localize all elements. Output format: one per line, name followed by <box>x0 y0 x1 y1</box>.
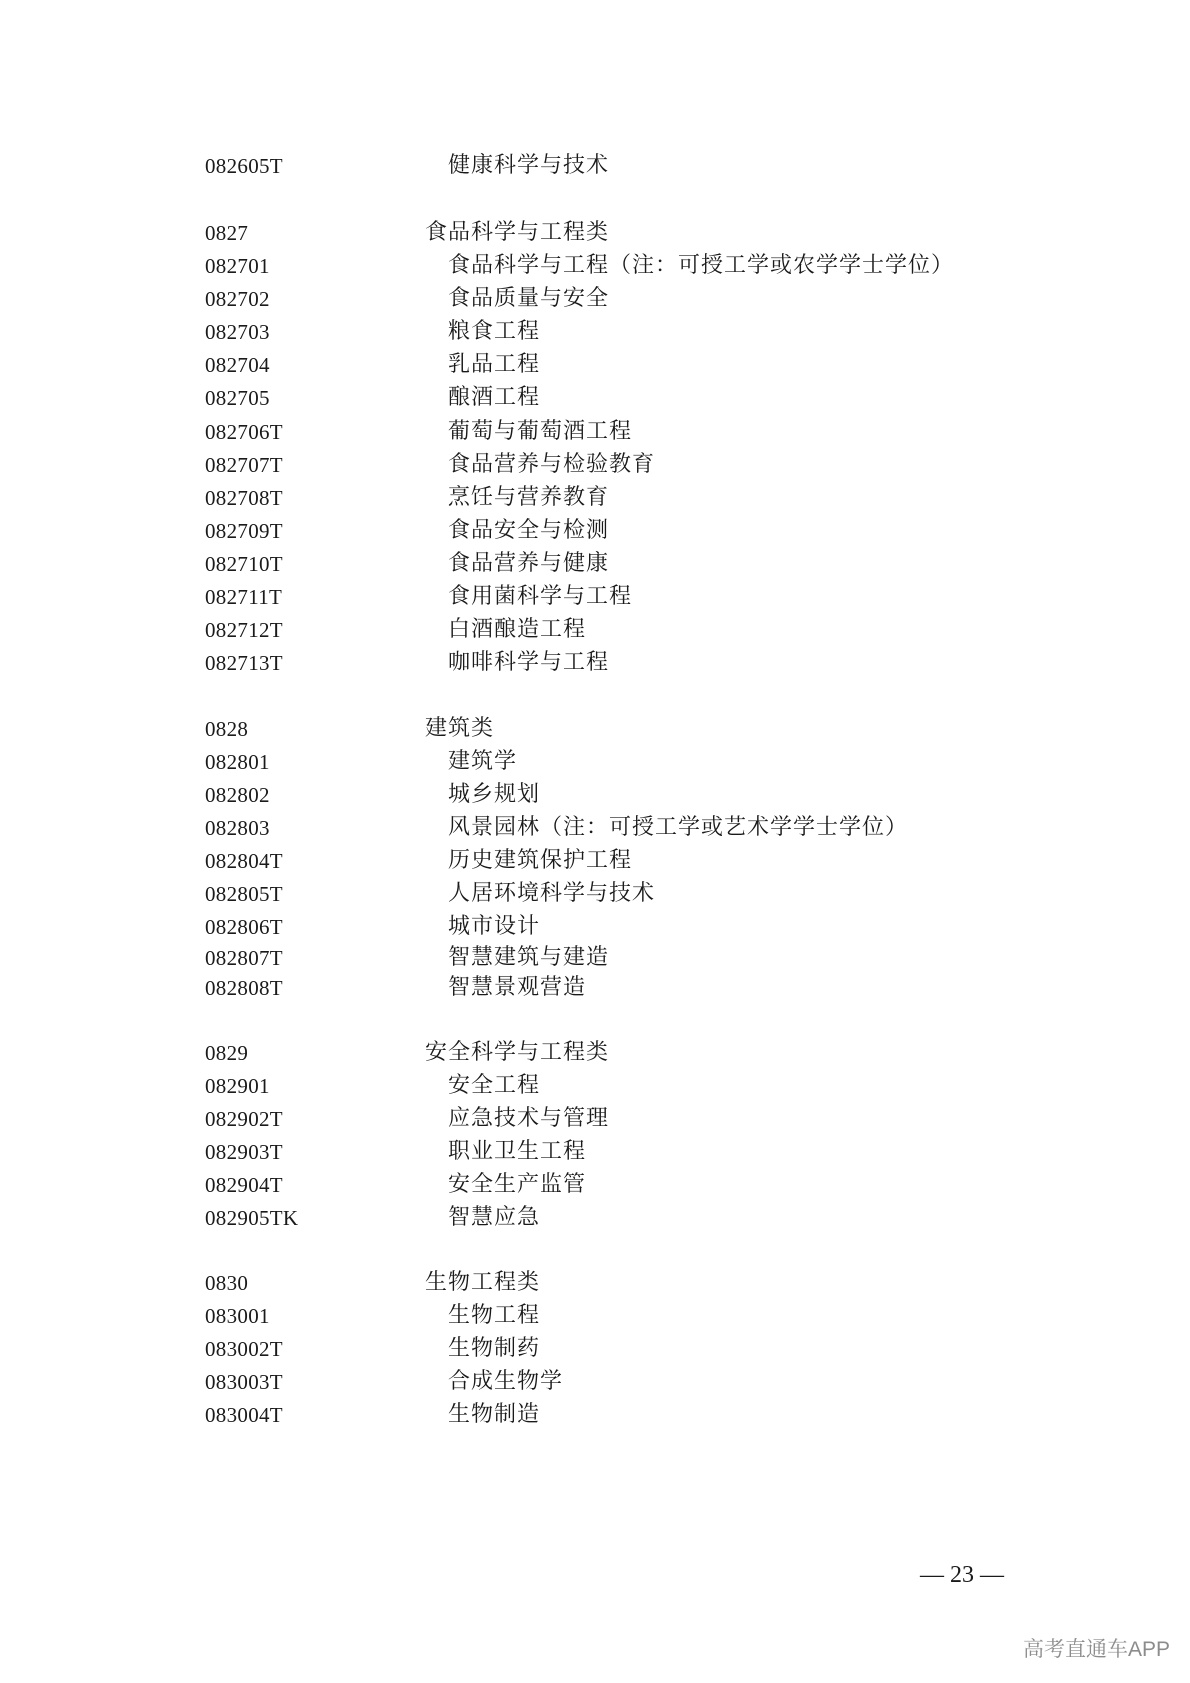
major-code: 082710T <box>205 552 283 576</box>
major-name: 智慧景观营造 <box>448 975 587 1000</box>
major-name: 智慧应急 <box>448 1205 541 1230</box>
major-code: 082702 <box>205 287 270 311</box>
major-row <box>0 1200 1190 1236</box>
major-name: 职业卫生工程 <box>448 1139 587 1164</box>
major-row <box>0 1298 1190 1334</box>
category-row <box>0 711 1190 747</box>
major-code: 082902T <box>205 1107 283 1131</box>
major-row <box>0 777 1190 813</box>
major-code: 082808T <box>205 976 283 1000</box>
major-row <box>0 380 1190 416</box>
major-code: 082807T <box>205 946 283 970</box>
major-name: 安全工程 <box>448 1073 541 1098</box>
major-row <box>0 513 1190 549</box>
major-name: 食品安全与检测 <box>448 518 610 543</box>
major-name: 建筑学 <box>448 749 518 774</box>
major-row <box>0 1101 1190 1137</box>
major-name: 食品营养与检验教育 <box>448 452 656 477</box>
major-code: 082803 <box>205 816 270 840</box>
major-name: 合成生物学 <box>448 1369 564 1394</box>
major-name: 乳品工程 <box>448 352 541 377</box>
major-code: 082706T <box>205 420 283 444</box>
major-row <box>0 148 1190 184</box>
major-name: 健康科学与技术 <box>448 153 610 178</box>
major-code: 082605T <box>205 154 283 178</box>
major-code: 082802 <box>205 783 270 807</box>
major-name: 粮食工程 <box>448 319 541 344</box>
major-code: 082707T <box>205 453 283 477</box>
major-row <box>0 447 1190 483</box>
major-code: 083002T <box>205 1337 283 1361</box>
major-code: 082806T <box>205 915 283 939</box>
major-code: 082904T <box>205 1173 283 1197</box>
major-row <box>0 414 1190 450</box>
category-row <box>0 215 1190 251</box>
major-code: 082704 <box>205 353 270 377</box>
major-row <box>0 248 1190 284</box>
major-name: 酿酒工程 <box>448 385 541 410</box>
major-code: 083001 <box>205 1304 270 1328</box>
major-row <box>0 810 1190 846</box>
category-row <box>0 1265 1190 1301</box>
major-row <box>0 1167 1190 1203</box>
category-name: 安全科学与工程类 <box>425 1040 610 1065</box>
major-row <box>0 1068 1190 1104</box>
major-name: 城市设计 <box>448 914 541 939</box>
major-name: 智慧建筑与建造 <box>448 945 610 970</box>
watermark-text: 高考直通车APP <box>1022 1638 1170 1661</box>
major-row <box>0 744 1190 780</box>
category-name: 建筑类 <box>425 716 495 741</box>
major-code: 082804T <box>205 849 283 873</box>
major-row <box>0 1331 1190 1367</box>
major-code: 083004T <box>205 1403 283 1427</box>
major-code: 082701 <box>205 254 270 278</box>
major-code: 082709T <box>205 519 283 543</box>
major-name: 城乡规划 <box>448 782 541 807</box>
major-row <box>0 281 1190 317</box>
major-code: 082805T <box>205 882 283 906</box>
page-number: — 23 — <box>920 1562 1004 1588</box>
major-row <box>0 1364 1190 1400</box>
category-name: 生物工程类 <box>425 1270 541 1295</box>
major-name: 安全生产监管 <box>448 1172 587 1197</box>
major-row <box>0 579 1190 615</box>
category-code: 0827 <box>205 221 249 245</box>
major-code: 083003T <box>205 1370 283 1394</box>
major-code: 082713T <box>205 651 283 675</box>
major-row <box>0 1134 1190 1170</box>
major-name: 历史建筑保护工程 <box>448 848 633 873</box>
major-name: 生物工程 <box>448 1303 541 1328</box>
major-name: 烹饪与营养教育 <box>448 485 610 510</box>
major-row <box>0 1397 1190 1433</box>
major-row <box>0 970 1190 1006</box>
category-name: 食品科学与工程类 <box>425 220 610 245</box>
major-row <box>0 645 1190 681</box>
major-name: 食品营养与健康 <box>448 551 610 576</box>
major-code: 082801 <box>205 750 270 774</box>
major-row <box>0 347 1190 383</box>
major-name: 生物制造 <box>448 1402 541 1427</box>
category-code: 0829 <box>205 1041 249 1065</box>
major-row <box>0 876 1190 912</box>
major-row <box>0 546 1190 582</box>
major-code: 082903T <box>205 1140 283 1164</box>
major-name: 风景园林（注：可授工学或艺术学学士学位） <box>448 815 909 840</box>
major-code: 082901 <box>205 1074 270 1098</box>
category-code: 0830 <box>205 1271 249 1295</box>
major-name: 咖啡科学与工程 <box>448 650 610 675</box>
category-code: 0828 <box>205 717 249 741</box>
major-code: 082703 <box>205 320 270 344</box>
major-code: 082712T <box>205 618 283 642</box>
major-name: 人居环境科学与技术 <box>448 881 656 906</box>
major-row <box>0 314 1190 350</box>
major-name: 白酒酿造工程 <box>448 617 587 642</box>
major-code: 082711T <box>205 585 283 609</box>
major-code: 082705 <box>205 386 270 410</box>
major-row <box>0 843 1190 879</box>
major-name: 葡萄与葡萄酒工程 <box>448 419 633 444</box>
major-row <box>0 480 1190 516</box>
major-name: 食品质量与安全 <box>448 286 610 311</box>
major-code: 082708T <box>205 486 283 510</box>
major-row <box>0 612 1190 648</box>
category-row <box>0 1035 1190 1071</box>
major-name: 生物制药 <box>448 1336 541 1361</box>
major-name: 食用菌科学与工程 <box>448 584 633 609</box>
major-code: 082905TK <box>205 1206 299 1230</box>
major-name: 应急技术与管理 <box>448 1106 610 1131</box>
major-name: 食品科学与工程（注：可授工学或农学学士学位） <box>448 253 955 278</box>
